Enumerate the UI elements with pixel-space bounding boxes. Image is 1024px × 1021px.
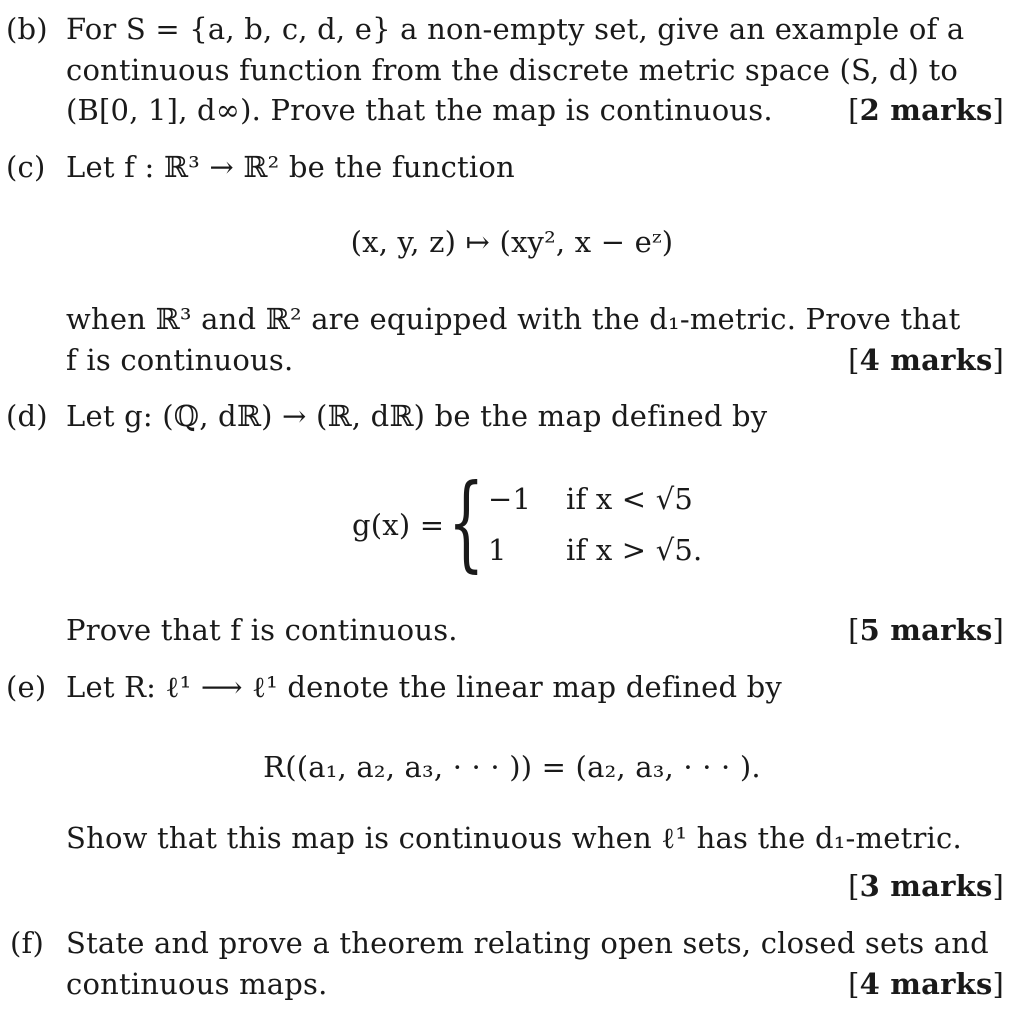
- part-c-line-1: Let f : ℝ³ → ℝ² be the function: [66, 150, 515, 184]
- part-d-case-2-value: 1: [488, 533, 507, 567]
- part-c-marks-text: 4 marks: [859, 343, 993, 377]
- part-d-case-2-condition: if x > √5.: [566, 533, 703, 567]
- part-b-marks: [2 marks]: [848, 93, 1004, 127]
- part-e-line-1: Let R: ℓ¹ ⟶ ℓ¹ denote the linear map defined by: [66, 670, 783, 704]
- part-c-formula: (x, y, z) ↦ (xy², x − eᶻ): [350, 225, 674, 259]
- part-d-label: (d): [6, 399, 48, 433]
- left-brace: {: [448, 461, 485, 583]
- part-f-marks: [4 marks]: [848, 967, 1004, 1001]
- part-e-formula: R((a₁, a₂, a₃, · · · )) = (a₂, a₃, · · · ).: [263, 750, 761, 784]
- part-b-line-3: (B[0, 1], d∞). Prove that the map is continuous.: [66, 93, 773, 127]
- part-d-line-2: Prove that f is continuous.: [66, 613, 458, 647]
- part-f-label: (f): [10, 926, 44, 960]
- part-f-line-2: continuous maps.: [66, 967, 328, 1001]
- part-c-marks: [4 marks]: [848, 343, 1004, 377]
- part-f-marks-text: 4 marks: [859, 967, 993, 1001]
- part-d-marks-text: 5 marks: [859, 613, 993, 647]
- part-c-line-2: when ℝ³ and ℝ² are equipped with the d₁-metric. Prove that: [66, 302, 961, 336]
- part-e-label: (e): [6, 670, 47, 704]
- part-e-line-2: Show that this map is continuous when ℓ¹ has the d₁-metric.: [66, 821, 962, 855]
- part-d-case-1-condition: if x < √5: [566, 482, 694, 516]
- part-e-marks: [3 marks]: [848, 869, 1004, 903]
- part-c-line-3: f is continuous.: [66, 343, 294, 377]
- part-b-line-2: continuous function from the discrete metric space (S, d) to: [66, 53, 959, 87]
- part-d-line-1: Let g: (ℚ, dℝ) → (ℝ, dℝ) be the map defined by: [66, 399, 768, 433]
- part-b-marks-text: 2 marks: [859, 93, 993, 127]
- part-d-case-1-value: −1: [488, 482, 532, 516]
- part-b-label: (b): [6, 12, 48, 46]
- part-c-label: (c): [6, 150, 46, 184]
- part-d-marks: [5 marks]: [848, 613, 1004, 647]
- part-f-line-1: State and prove a theorem relating open sets, closed sets and: [66, 926, 989, 960]
- part-e-marks-text: 3 marks: [859, 869, 993, 903]
- part-d-lhs: g(x) =: [352, 508, 445, 542]
- part-b-line-1: For S = {a, b, c, d, e} a non-empty set, give an example of a: [66, 12, 965, 46]
